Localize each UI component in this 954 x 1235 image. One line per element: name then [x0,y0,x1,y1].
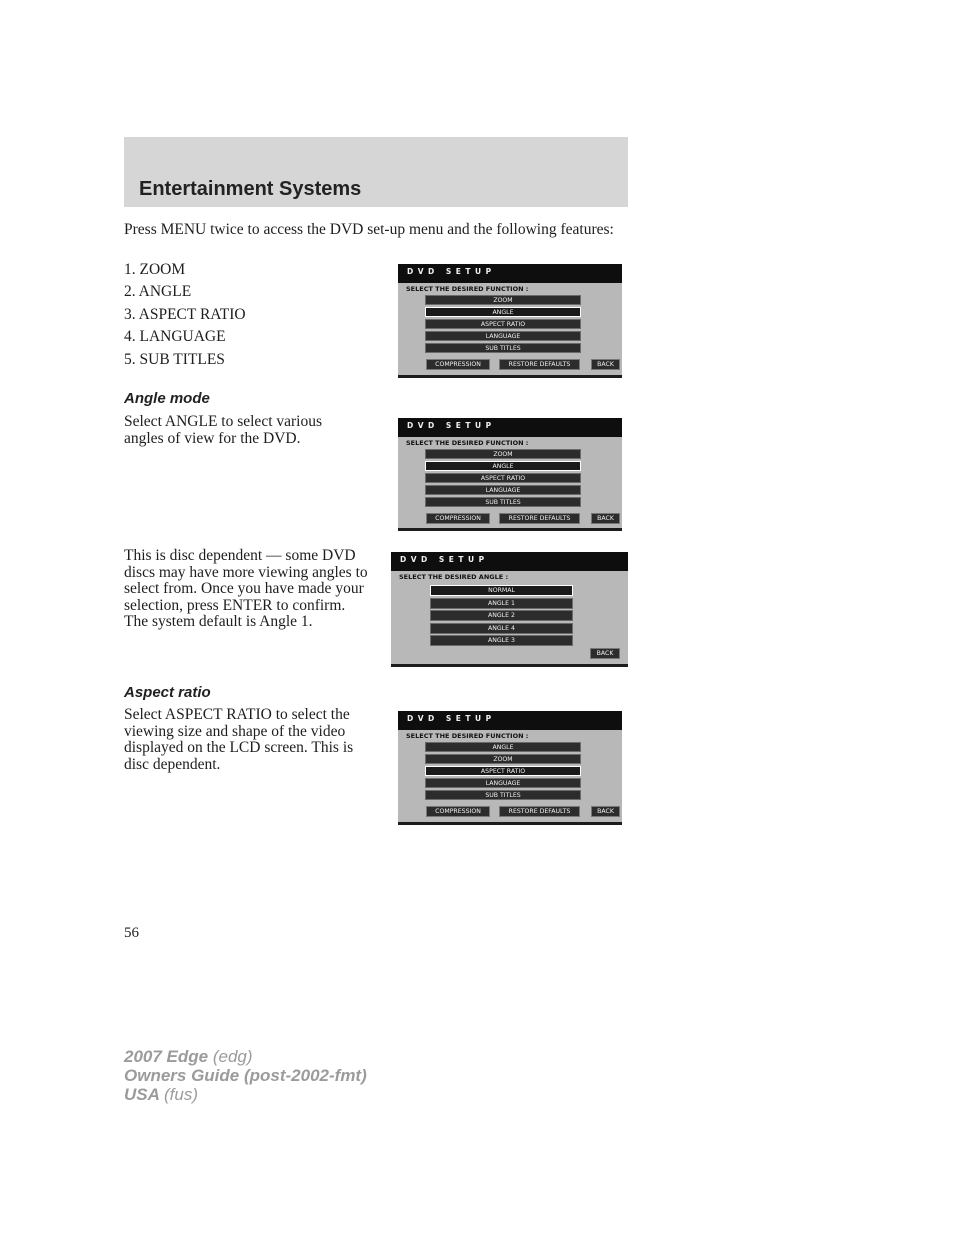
screen-title: DVD SETUP [407,421,496,430]
restore-defaults-button[interactable]: RESTORE DEFAULTS [499,359,580,370]
restore-defaults-button[interactable]: RESTORE DEFAULTS [499,513,580,524]
angle-mode-heading: Angle mode [124,390,210,407]
dvd-angle-screen [391,552,628,667]
feature-item-language: 4. LANGUAGE [124,328,226,345]
angle-option-2[interactable]: ANGLE 2 [430,610,573,621]
menu-item-angle[interactable]: ANGLE [425,461,581,471]
dvd-setup-screen-1 [398,264,622,378]
menu-item-zoom[interactable]: ZOOM [425,295,581,305]
angle-option-normal[interactable]: NORMAL [430,585,573,596]
menu-item-sub-titles[interactable]: SUB TITLES [425,790,581,800]
aspect-ratio-heading: Aspect ratio [124,684,211,701]
screen-prompt: SELECT THE DESIRED ANGLE : [399,573,509,581]
menu-item-zoom[interactable]: ZOOM [425,449,581,459]
angle-mode-paragraph: Select ANGLE to select various angles of view for the DVD. [124,413,323,447]
back-button[interactable]: BACK [591,359,620,370]
screen-titlebar [391,552,628,571]
screen-title: DVD SETUP [407,714,496,723]
menu-item-language[interactable]: LANGUAGE [425,778,581,788]
screen-prompt: SELECT THE DESIRED FUNCTION : [406,285,529,293]
menu-item-angle[interactable]: ANGLE [425,742,581,752]
menu-item-aspect-ratio[interactable]: ASPECT RATIO [425,319,581,329]
footer-market: USA [124,1085,160,1104]
footer-line-3 [124,1085,367,1104]
screen-prompt: SELECT THE DESIRED FUNCTION : [406,732,529,740]
screen-title: DVD SETUP [400,555,489,564]
footer-line-2: Owners Guide (post-2002-fmt) [124,1066,367,1085]
menu-item-sub-titles[interactable]: SUB TITLES [425,497,581,507]
compression-button[interactable]: COMPRESSION [426,513,490,524]
section-header-band [124,137,628,207]
disc-dependent-paragraph: This is disc dependent — some DVD discs may have more viewing angles to select from. Once you have made your selection, press ENTER to confirm. The system default is Angle 1. [124,547,368,630]
menu-item-sub-titles[interactable]: SUB TITLES [425,343,581,353]
menu-item-aspect-ratio[interactable]: ASPECT RATIO [425,766,581,776]
footer-line-1 [124,1047,367,1066]
angle-option-1[interactable]: ANGLE 1 [430,598,573,609]
screen-title: DVD SETUP [407,267,496,276]
document-footer [124,1047,367,1104]
menu-item-aspect-ratio[interactable]: ASPECT RATIO [425,473,581,483]
dvd-setup-screen-2 [398,418,622,531]
restore-defaults-button[interactable]: RESTORE DEFAULTS [499,806,580,817]
aspect-ratio-paragraph: Select ASPECT RATIO to select the viewing size and shape of the video displayed on the LCD screen. This is disc dependent. [124,706,354,773]
screen-prompt: SELECT THE DESIRED FUNCTION : [406,439,529,447]
back-button[interactable]: BACK [591,513,620,524]
angle-option-3[interactable]: ANGLE 3 [430,635,573,646]
feature-item-zoom: 1. ZOOM [124,261,186,278]
page-number: 56 [124,925,139,941]
compression-button[interactable]: COMPRESSION [426,806,490,817]
screen-titlebar [398,418,622,437]
footer-model: 2007 Edge [124,1047,209,1066]
angle-option-4[interactable]: ANGLE 4 [430,623,573,634]
feature-item-sub-titles: 5. SUB TITLES [124,351,225,368]
menu-item-language[interactable]: LANGUAGE [425,485,581,495]
screen-titlebar [398,264,622,283]
feature-item-angle: 2. ANGLE [124,283,192,300]
menu-item-language[interactable]: LANGUAGE [425,331,581,341]
menu-item-angle[interactable]: ANGLE [425,307,581,317]
feature-item-aspect-ratio: 3. ASPECT RATIO [124,306,246,323]
footer-model-code: (edg) [212,1047,253,1066]
dvd-setup-screen-3 [398,711,622,825]
intro-paragraph: Press MENU twice to access the DVD set-up menu and the following features: [124,221,614,238]
footer-market-code: (fus) [164,1085,198,1104]
back-button[interactable]: BACK [591,806,620,817]
back-button[interactable]: BACK [590,648,620,659]
section-title: Entertainment Systems [139,178,362,200]
compression-button[interactable]: COMPRESSION [426,359,490,370]
screen-titlebar [398,711,622,730]
menu-item-zoom[interactable]: ZOOM [425,754,581,764]
